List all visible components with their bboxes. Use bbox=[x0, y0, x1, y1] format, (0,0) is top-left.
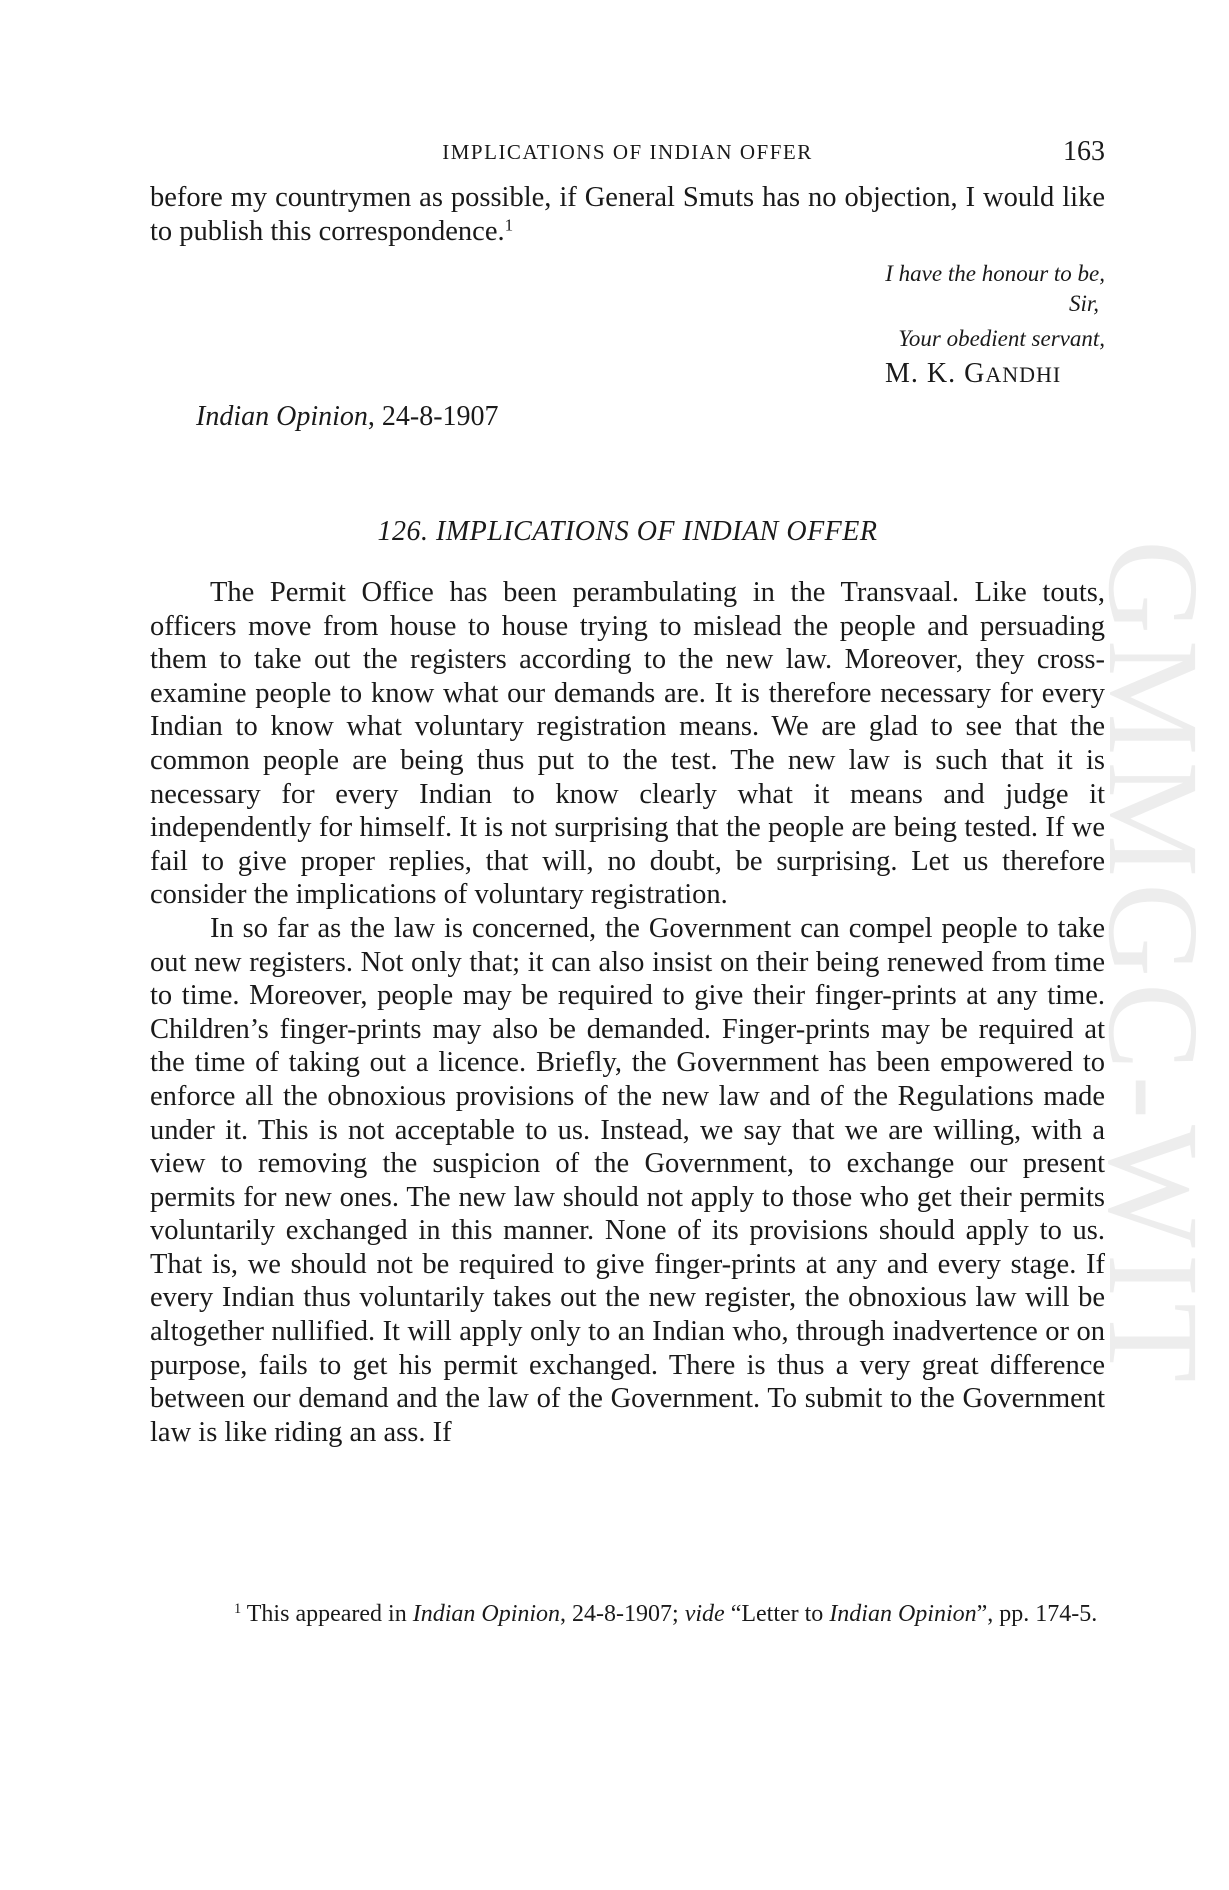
source-date: , 24-8-1907 bbox=[367, 401, 499, 432]
letter-closing-paragraph bbox=[150, 181, 1105, 248]
signature bbox=[885, 358, 1061, 390]
running-title: IMPLICATIONS OF INDIAN OFFER bbox=[442, 140, 813, 164]
footnote-text: This appeared in bbox=[241, 1601, 413, 1627]
footnote-publication: Indian Opinion bbox=[829, 1601, 977, 1627]
watermark-text: GMMGC-WIT bbox=[1081, 540, 1225, 1389]
footnote-reference: 1 bbox=[504, 215, 514, 235]
body-paragraph: In so far as the law is concerned, the Government can compel people to take out new registers. Not only that; it can also insist on their being renewed from time to time. Moreover, people may be required to give their finger-prints at any time. Children’s finger-prints may also be demanded. Finger-prints may be required at the time of taking out a licence. Briefly, the Government has been empowered to enforce all the obnoxious provisions of the new law and of the Regulations made under it. This is not acceptable to us. Instead, we say that we are willing, with a view to removing the suspicion of the Government, to exchange our present permits for new ones. The new law should not apply to those who get their permits voluntarily exchanged in this manner. None of its provisions should apply to us. That is, we should not be required to give finger-prints at any and every stage. If every Indian thus voluntarily takes out the new register, the obnoxious law will be altogether nullified. It will apply only to an Indian who, through inadvertence or on purpose, fails to get his permit exchanged. There is thus a very great difference between our demand and the law of the Government. To submit to the Government law is like riding an ass. If bbox=[150, 912, 1105, 1448]
section-title: 126. IMPLICATIONS OF INDIAN OFFER bbox=[377, 516, 878, 547]
footnote-publication: Indian Opinion bbox=[412, 1601, 561, 1627]
footnote-vide: vide bbox=[684, 1601, 725, 1627]
footnote-text: , 24-8-1907; bbox=[560, 1601, 685, 1627]
source-citation bbox=[196, 401, 499, 433]
closing-line-servant: Your obedient servant, bbox=[898, 326, 1105, 351]
footnote-number: 1 bbox=[234, 1601, 242, 1618]
footnote-text: ”, pp. 174-5. bbox=[976, 1601, 1098, 1627]
signature-surname: ANDHI bbox=[985, 362, 1062, 387]
source-publication: Indian Opinion bbox=[196, 401, 368, 432]
closing-line-sir: Sir, bbox=[1068, 291, 1099, 316]
footnote bbox=[150, 1598, 1105, 1630]
running-head bbox=[150, 136, 1105, 170]
page-number: 163 bbox=[1063, 136, 1105, 167]
closing-line-honour: I have the honour to be, bbox=[885, 261, 1105, 286]
body-paragraph: The Permit Office has been perambulating in the Transvaal. Like touts, officers move from house to house trying to mislead the people and persuading them to take out the registers according to the new law. Moreover, they cross-examine people to know what our demands are. It is therefore necessary for every Indian to know what voluntary registration means. We are glad to see that the common people are being thus put to the test. The new law is such that it is necessary for every Indian to know clearly what it means and judge it independently for himself. It is not surprising that the people are being tested. If we fail to give proper replies, that will, no doubt, be surprising. Let us therefore consider the implications of voluntary registration. bbox=[150, 577, 1105, 911]
signature-initials: M. K. G bbox=[885, 358, 986, 389]
article-body bbox=[150, 576, 1105, 1449]
footnote-text: “Letter to bbox=[724, 1601, 830, 1627]
letter-paragraph-text: before my countrymen as possible, if General Smuts has no objection, I would like to publish this correspondence. bbox=[150, 182, 1105, 247]
